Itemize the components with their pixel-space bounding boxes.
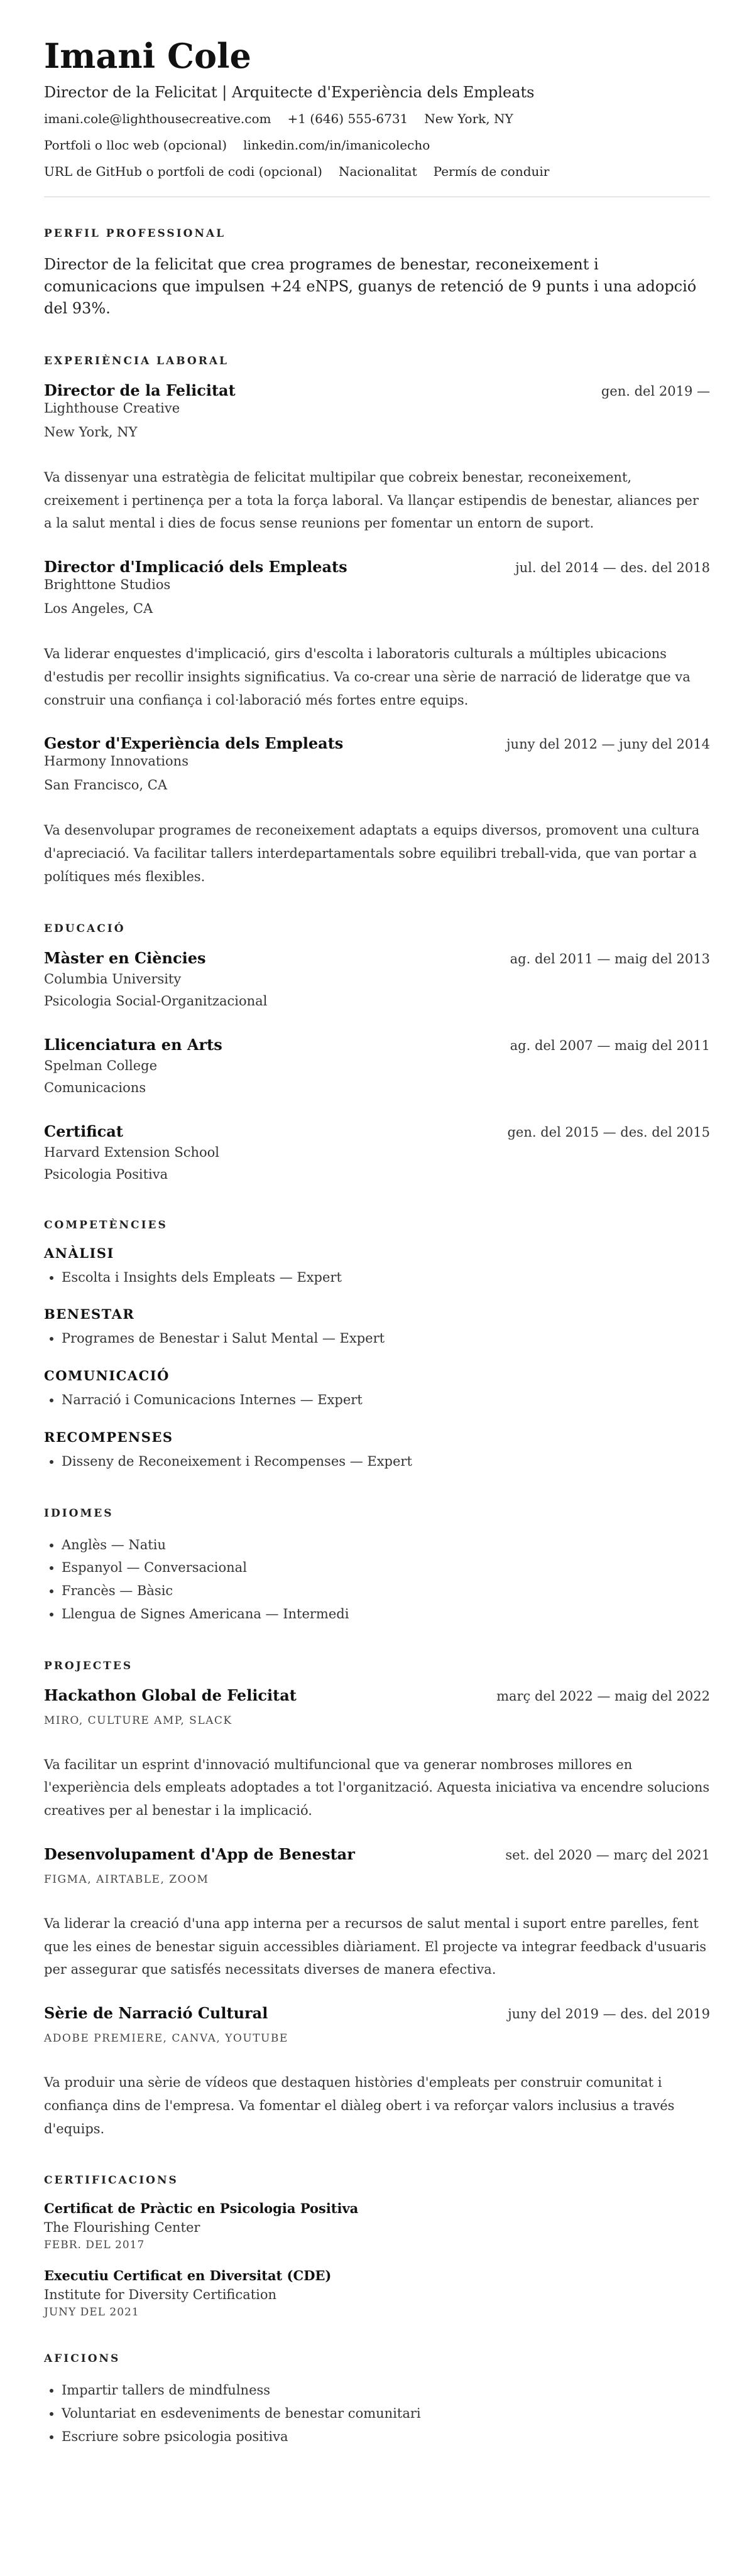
- project-description: Va liderar la creació d'una app interna per a recursos de salut mental i suport entre parelles, fent que les eines de benestar siguin accessibles diàriament. El projecte va integrar feedback d'usuaris per assegurar que satisfés necessitats diverses de manera efectiva.: [44, 1915, 707, 1978]
- job-company: Lighthouse Creative: [44, 400, 180, 416]
- contact-driving-license: Permís de conduir: [433, 164, 550, 180]
- section-title: PROJECTES: [44, 1659, 133, 1672]
- profile-section: [44, 227, 710, 319]
- job-description: Va dissenyar una estratègia de felicitat multipilar que cobreix benestar, reconeixement, creixement i pertinença per a tota la força laboral. Va llançar estipendis de benestar, aliances per a la salut mental i dies de focus sense reunions per fomentar un entorn de suport.: [44, 469, 699, 531]
- skill-group-title: ANÀLISI: [44, 1245, 114, 1261]
- certification-name: Executiu Certificat en Diversitat (CDE): [44, 2268, 332, 2284]
- profile-summary: Director de la felicitat que crea programes de benestar, reconeixement i comunicacions que impulsen +24 eNPS, guanys de retenció de 9 punts i una adopció del 93%.: [44, 256, 697, 317]
- skill-item: • Disseny de Reconeixement i Recompenses — Expert: [62, 1450, 710, 1473]
- field-of-study: Comunicacions: [44, 1080, 146, 1096]
- language-list: [44, 1534, 710, 1626]
- job-dates: gen. del 2019 —: [601, 383, 710, 399]
- project-tools: ADOBE PREMIERE, CANVA, YOUTUBE: [44, 2032, 288, 2045]
- language-item: • Espanyol — Conversacional: [62, 1556, 710, 1579]
- job-description: Va desenvolupar programes de reconeixement adaptats a equips diversos, promovent una cultura d'apreciació. Va facilitar tallers interdepartamentals sobre equilibri treball-vida, que van portar a polítiques més flexibles.: [44, 823, 700, 884]
- school-name: Harvard Extension School: [44, 1144, 219, 1160]
- skill-item: • Programes de Benestar i Salut Mental — Expert: [62, 1327, 710, 1350]
- skill-list: [44, 1266, 710, 1289]
- experience-entry: [44, 734, 710, 888]
- education-entry: [44, 1122, 710, 1185]
- certification-date: FEBR. DEL 2017: [44, 2239, 145, 2252]
- hobby-list: [44, 2379, 710, 2448]
- education-entry: [44, 1036, 710, 1098]
- project-entry: [44, 1845, 710, 1981]
- education-dates: gen. del 2015 — des. del 2015: [507, 1124, 710, 1140]
- job-location: New York, NY: [44, 424, 138, 440]
- job-location: San Francisco, CA: [44, 777, 168, 793]
- certification-name: Certificat de Pràctic en Psicologia Positiva: [44, 2200, 359, 2217]
- contact-row: [44, 111, 710, 126]
- education-dates: ag. del 2007 — maig del 2011: [510, 1037, 710, 1053]
- skill-group-title: RECOMPENSES: [44, 1429, 173, 1445]
- skill-group-title: BENESTAR: [44, 1306, 135, 1323]
- project-name: Sèrie de Narració Cultural: [44, 2004, 268, 2023]
- hobby-item: • Impartir tallers de mindfulness: [62, 2379, 710, 2402]
- job-title: Director d'Implicació dels Empleats: [44, 558, 347, 576]
- education-section: [44, 923, 710, 1185]
- contact-row: [44, 138, 710, 153]
- skill-list: [44, 1450, 710, 1473]
- certification-issuer: The Flourishing Center: [44, 2220, 200, 2236]
- skills-section: [44, 1219, 710, 1473]
- job-title: Gestor d'Experiència dels Empleats: [44, 734, 344, 753]
- contact-portfolio[interactable]: Portfoli o lloc web (opcional): [44, 138, 227, 153]
- project-description: Va produir una sèrie de vídeos que destaquen històries d'empleats per construir comunitat i confiança dins de l'empresa. Va fomentar el diàleg obert i va reforçar valors inclusius a través d'equips.: [44, 2075, 675, 2136]
- degree-title: Màster en Ciències: [44, 948, 206, 967]
- skill-group-title: COMUNICACIÓ: [44, 1368, 170, 1384]
- experience-entry: [44, 558, 710, 712]
- contact-phone[interactable]: +1 (646) 555-6731: [287, 111, 408, 127]
- hobby-item: • Voluntariat en esdeveniments de benestar comunitari: [62, 2402, 710, 2425]
- contact-email[interactable]: imani.cole@lighthousecreative.com: [44, 111, 271, 127]
- contact-location: New York, NY: [424, 111, 513, 127]
- project-entry: [44, 1686, 710, 1822]
- hobby-item: • Escriure sobre psicologia positiva: [62, 2425, 710, 2449]
- certification-issuer: Institute for Diversity Certification: [44, 2287, 277, 2303]
- field-of-study: Psicologia Positiva: [44, 1167, 168, 1182]
- skill-item: • Escolta i Insights dels Empleats — Expert: [62, 1266, 710, 1289]
- education-entry: [44, 949, 710, 1012]
- experience-section: [44, 355, 710, 889]
- job-description: Va liderar enquestes d'implicació, girs d'escolta i laboratoris culturals a múltiples ubicacions d'estudis per recollir insights significatius. Va co-crear una sèrie de narració de lideratge que va construir una confiança i col·laboració més fortes entre equips.: [44, 646, 691, 708]
- field-of-study: Psicologia Social-Organitzacional: [44, 993, 268, 1009]
- school-name: Spelman College: [44, 1058, 158, 1073]
- language-item: • Anglès — Natiu: [62, 1534, 710, 1557]
- education-dates: ag. del 2011 — maig del 2013: [510, 951, 710, 966]
- skill-list: [44, 1388, 710, 1412]
- job-company: Brighttone Studios: [44, 577, 171, 593]
- project-name: Hackathon Global de Felicitat: [44, 1686, 297, 1704]
- project-description: Va facilitar un esprint d'innovació multifuncional que va generar nombroses millores en l'experiència dels empleats adoptades a tot l'organització. Aquesta iniciativa va encendre solucions creatives per al benestar i la implicació.: [44, 1756, 710, 1819]
- job-title: Director de la Felicitat: [44, 381, 236, 399]
- contact-github[interactable]: URL de GitHub o portfoli de codi (opcional): [44, 164, 322, 180]
- section-title: IDIOMES: [44, 1507, 114, 1520]
- project-entry: [44, 2004, 710, 2140]
- section-title: PERFIL PROFESSIONAL: [44, 227, 226, 241]
- job-dates: juny del 2012 — juny del 2014: [506, 737, 710, 752]
- project-tools: MIRO, CULTURE AMP, SLACK: [44, 1714, 232, 1727]
- certification-entry: [44, 2268, 710, 2319]
- section-title: CERTIFICACIONS: [44, 2174, 178, 2187]
- skill-item: • Narració i Comunicacions Internes — Expert: [62, 1388, 710, 1412]
- certification-date: JUNY DEL 2021: [44, 2306, 139, 2319]
- contact-nationality: Nacionalitat: [338, 164, 417, 180]
- section-title: EDUCACIÓ: [44, 922, 126, 935]
- degree-title: Llicenciatura en Arts: [44, 1035, 222, 1054]
- job-company: Harmony Innovations: [44, 754, 188, 769]
- section-title: COMPETÈNCIES: [44, 1218, 168, 1231]
- candidate-headline: Director de la Felicitat | Arquitecte d'Experiència dels Empleats: [44, 84, 535, 102]
- certification-entry: [44, 2200, 710, 2251]
- language-item: • Francès — Bàsic: [62, 1579, 710, 1603]
- project-dates: set. del 2020 — març del 2021: [505, 1847, 710, 1863]
- project-tools: FIGMA, AIRTABLE, ZOOM: [44, 1873, 209, 1886]
- hobbies-section: [44, 2352, 710, 2448]
- section-title: AFICIONS: [44, 2352, 121, 2366]
- job-dates: jul. del 2014 — des. del 2018: [515, 560, 710, 576]
- language-item: • Llengua de Signes Americana — Intermedi: [62, 1603, 710, 1626]
- project-name: Desenvolupament d'App de Benestar: [44, 1844, 355, 1863]
- project-dates: juny del 2019 — des. del 2019: [508, 2006, 710, 2022]
- projects-section: [44, 1660, 710, 2141]
- contact-linkedin[interactable]: linkedin.com/in/imanicolecho: [243, 138, 430, 153]
- experience-entry: [44, 381, 710, 535]
- job-location: Los Angeles, CA: [44, 601, 153, 617]
- degree-title: Certificat: [44, 1122, 123, 1140]
- resume-header: [44, 38, 710, 179]
- school-name: Columbia University: [44, 971, 182, 987]
- languages-section: [44, 1507, 710, 1626]
- project-dates: març del 2022 — maig del 2022: [496, 1688, 710, 1704]
- section-title: EXPERIÈNCIA LABORAL: [44, 354, 229, 367]
- skill-list: [44, 1327, 710, 1350]
- certifications-section: [44, 2174, 710, 2319]
- candidate-name: Imani Cole: [44, 36, 251, 76]
- contact-row: [44, 164, 710, 179]
